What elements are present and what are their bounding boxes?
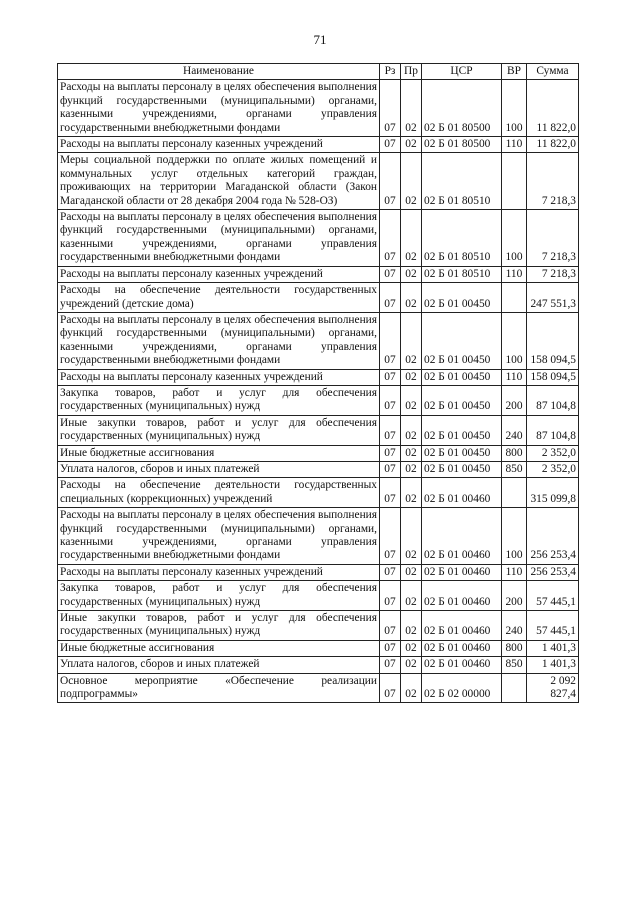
cell-pr: 02	[401, 657, 422, 673]
cell-rz: 07	[380, 611, 401, 641]
cell-vr: 200	[502, 581, 527, 611]
cell-rz: 07	[380, 153, 401, 210]
cell-rz: 07	[380, 266, 401, 282]
table-row	[58, 415, 579, 445]
cell-name: Расходы на выплаты персоналу в целях обеспечения выполнения функций государственными (муниципальными) органами, казенными учреждениями, органами управления государственными внебюджетными фондами	[58, 80, 380, 137]
cell-csr: 02 Б 01 00460	[422, 611, 502, 641]
cell-sum: 256 253,4	[527, 564, 579, 580]
cell-pr: 02	[401, 385, 422, 415]
cell-vr: 110	[502, 369, 527, 385]
cell-rz: 07	[380, 137, 401, 153]
cell-pr: 02	[401, 478, 422, 508]
cell-vr: 240	[502, 611, 527, 641]
cell-rz: 07	[380, 385, 401, 415]
cell-sum: 247 551,3	[527, 283, 579, 313]
cell-sum: 2 092 827,4	[527, 673, 579, 703]
cell-csr: 02 Б 01 80500	[422, 137, 502, 153]
cell-name: Основное мероприятие «Обеспечение реализации подпрограммы»	[58, 673, 380, 703]
cell-sum: 315 099,8	[527, 478, 579, 508]
table-row	[58, 312, 579, 369]
table-row	[58, 673, 579, 703]
cell-csr: 02 Б 01 00450	[422, 415, 502, 445]
cell-sum: 1 401,3	[527, 657, 579, 673]
cell-csr: 02 Б 01 80500	[422, 80, 502, 137]
cell-vr: 100	[502, 508, 527, 565]
cell-sum: 7 218,3	[527, 266, 579, 282]
header-rz: Рз	[380, 64, 401, 80]
table-row	[58, 137, 579, 153]
table-row	[58, 80, 579, 137]
cell-pr: 02	[401, 137, 422, 153]
cell-name: Расходы на выплаты персоналу казенных учреждений	[58, 266, 380, 282]
cell-csr: 02 Б 01 00460	[422, 657, 502, 673]
cell-csr: 02 Б 01 80510	[422, 266, 502, 282]
cell-pr: 02	[401, 640, 422, 656]
cell-name: Иные бюджетные ассигнования	[58, 640, 380, 656]
cell-pr: 02	[401, 210, 422, 267]
cell-name: Расходы на обеспечение деятельности государственных учреждений (детские дома)	[58, 283, 380, 313]
header-pr: Пр	[401, 64, 422, 80]
cell-rz: 07	[380, 445, 401, 461]
cell-csr: 02 Б 01 00460	[422, 508, 502, 565]
cell-name: Расходы на выплаты персоналу в целях обеспечения выполнения функций государственными (муниципальными) органами, казенными учреждениями, органами управления государственными внебюджетными фондами	[58, 210, 380, 267]
cell-pr: 02	[401, 153, 422, 210]
table-row	[58, 445, 579, 461]
table-row	[58, 210, 579, 267]
cell-sum: 158 094,5	[527, 369, 579, 385]
cell-csr: 02 Б 01 00450	[422, 385, 502, 415]
cell-rz: 07	[380, 508, 401, 565]
cell-vr: 100	[502, 210, 527, 267]
cell-name: Иные бюджетные ассигнования	[58, 445, 380, 461]
header-row	[58, 64, 579, 80]
table-row	[58, 581, 579, 611]
cell-pr: 02	[401, 415, 422, 445]
cell-vr: 110	[502, 564, 527, 580]
cell-pr: 02	[401, 611, 422, 641]
cell-rz: 07	[380, 478, 401, 508]
cell-sum: 7 218,3	[527, 153, 579, 210]
table-header	[58, 64, 579, 80]
table-row	[58, 369, 579, 385]
cell-sum: 87 104,8	[527, 385, 579, 415]
cell-name: Расходы на выплаты персоналу казенных учреждений	[58, 137, 380, 153]
page-number: 71	[313, 32, 327, 47]
table-row	[58, 385, 579, 415]
cell-rz: 07	[380, 564, 401, 580]
cell-sum: 87 104,8	[527, 415, 579, 445]
cell-vr	[502, 478, 527, 508]
cell-name: Расходы на выплаты персоналу в целях обеспечения выполнения функций государственными (муниципальными) органами, казенными учреждениями, органами управления государственными внебюджетными фондами	[58, 508, 380, 565]
table-row	[58, 266, 579, 282]
cell-csr: 02 Б 01 00450	[422, 283, 502, 313]
cell-sum: 1 401,3	[527, 640, 579, 656]
cell-csr: 02 Б 01 00450	[422, 369, 502, 385]
cell-name: Закупка товаров, работ и услуг для обеспечения государственных (муниципальных) нужд	[58, 385, 380, 415]
cell-csr: 02 Б 01 00460	[422, 640, 502, 656]
cell-name: Закупка товаров, работ и услуг для обеспечения государственных (муниципальных) нужд	[58, 581, 380, 611]
cell-vr: 110	[502, 266, 527, 282]
cell-name: Уплата налогов, сборов и иных платежей	[58, 657, 380, 673]
header-csr: ЦСР	[422, 64, 502, 80]
cell-csr: 02 Б 01 00460	[422, 581, 502, 611]
cell-name: Расходы на обеспечение деятельности государственных специальных (коррекционных) учреждений	[58, 478, 380, 508]
cell-vr: 850	[502, 461, 527, 477]
cell-sum: 11 822,0	[527, 80, 579, 137]
cell-sum: 7 218,3	[527, 210, 579, 267]
cell-pr: 02	[401, 508, 422, 565]
table-row	[58, 640, 579, 656]
cell-vr: 200	[502, 385, 527, 415]
cell-rz: 07	[380, 312, 401, 369]
table-row	[58, 508, 579, 565]
cell-rz: 07	[380, 581, 401, 611]
table-row	[58, 657, 579, 673]
cell-name: Иные закупки товаров, работ и услуг для обеспечения государственных (муниципальных) нужд	[58, 611, 380, 641]
cell-pr: 02	[401, 312, 422, 369]
cell-pr: 02	[401, 283, 422, 313]
cell-pr: 02	[401, 581, 422, 611]
cell-name: Уплата налогов, сборов и иных платежей	[58, 461, 380, 477]
header-vr: ВР	[502, 64, 527, 80]
cell-name: Иные закупки товаров, работ и услуг для обеспечения государственных (муниципальных) нужд	[58, 415, 380, 445]
cell-name: Расходы на выплаты персоналу в целях обеспечения выполнения функций государственными (муниципальными) органами, казенными учреждениями, органами управления государственными внебюджетными фондами	[58, 312, 380, 369]
cell-vr: 110	[502, 137, 527, 153]
cell-csr: 02 Б 01 00450	[422, 445, 502, 461]
cell-sum: 57 445,1	[527, 611, 579, 641]
table-body	[58, 80, 579, 703]
cell-vr	[502, 283, 527, 313]
cell-pr: 02	[401, 266, 422, 282]
table-row	[58, 153, 579, 210]
table-row	[58, 283, 579, 313]
cell-name: Расходы на выплаты персоналу казенных учреждений	[58, 369, 380, 385]
table-row	[58, 611, 579, 641]
cell-rz: 07	[380, 657, 401, 673]
cell-pr: 02	[401, 80, 422, 137]
cell-sum: 158 094,5	[527, 312, 579, 369]
header-name: Наименование	[58, 64, 380, 80]
cell-csr: 02 Б 01 00460	[422, 564, 502, 580]
cell-rz: 07	[380, 461, 401, 477]
cell-vr	[502, 673, 527, 703]
cell-vr: 100	[502, 80, 527, 137]
cell-rz: 07	[380, 283, 401, 313]
cell-rz: 07	[380, 210, 401, 267]
cell-sum: 2 352,0	[527, 445, 579, 461]
cell-vr: 800	[502, 445, 527, 461]
cell-pr: 02	[401, 369, 422, 385]
table-row	[58, 564, 579, 580]
cell-csr: 02 Б 01 80510	[422, 153, 502, 210]
cell-pr: 02	[401, 564, 422, 580]
cell-sum: 2 352,0	[527, 461, 579, 477]
cell-pr: 02	[401, 445, 422, 461]
cell-pr: 02	[401, 673, 422, 703]
cell-sum: 57 445,1	[527, 581, 579, 611]
cell-sum: 11 822,0	[527, 137, 579, 153]
cell-sum: 256 253,4	[527, 508, 579, 565]
cell-csr: 02 Б 01 80510	[422, 210, 502, 267]
cell-pr: 02	[401, 461, 422, 477]
header-sum: Сумма	[527, 64, 579, 80]
cell-vr: 850	[502, 657, 527, 673]
cell-csr: 02 Б 02 00000	[422, 673, 502, 703]
table-row	[58, 478, 579, 508]
budget-table	[57, 63, 579, 703]
cell-vr	[502, 153, 527, 210]
table-row	[58, 461, 579, 477]
cell-name: Расходы на выплаты персоналу казенных учреждений	[58, 564, 380, 580]
cell-rz: 07	[380, 369, 401, 385]
cell-csr: 02 Б 01 00460	[422, 478, 502, 508]
cell-vr: 100	[502, 312, 527, 369]
cell-rz: 07	[380, 673, 401, 703]
cell-rz: 07	[380, 415, 401, 445]
cell-csr: 02 Б 01 00450	[422, 312, 502, 369]
cell-vr: 800	[502, 640, 527, 656]
cell-rz: 07	[380, 640, 401, 656]
cell-name: Меры социальной поддержки по оплате жилых помещений и коммунальных услуг отдельных категорий граждан, проживающих на территории Магаданской области (Закон Магаданской области от 28 декабря 2004 года № 528-ОЗ)	[58, 153, 380, 210]
cell-rz: 07	[380, 80, 401, 137]
cell-vr: 240	[502, 415, 527, 445]
cell-csr: 02 Б 01 00450	[422, 461, 502, 477]
